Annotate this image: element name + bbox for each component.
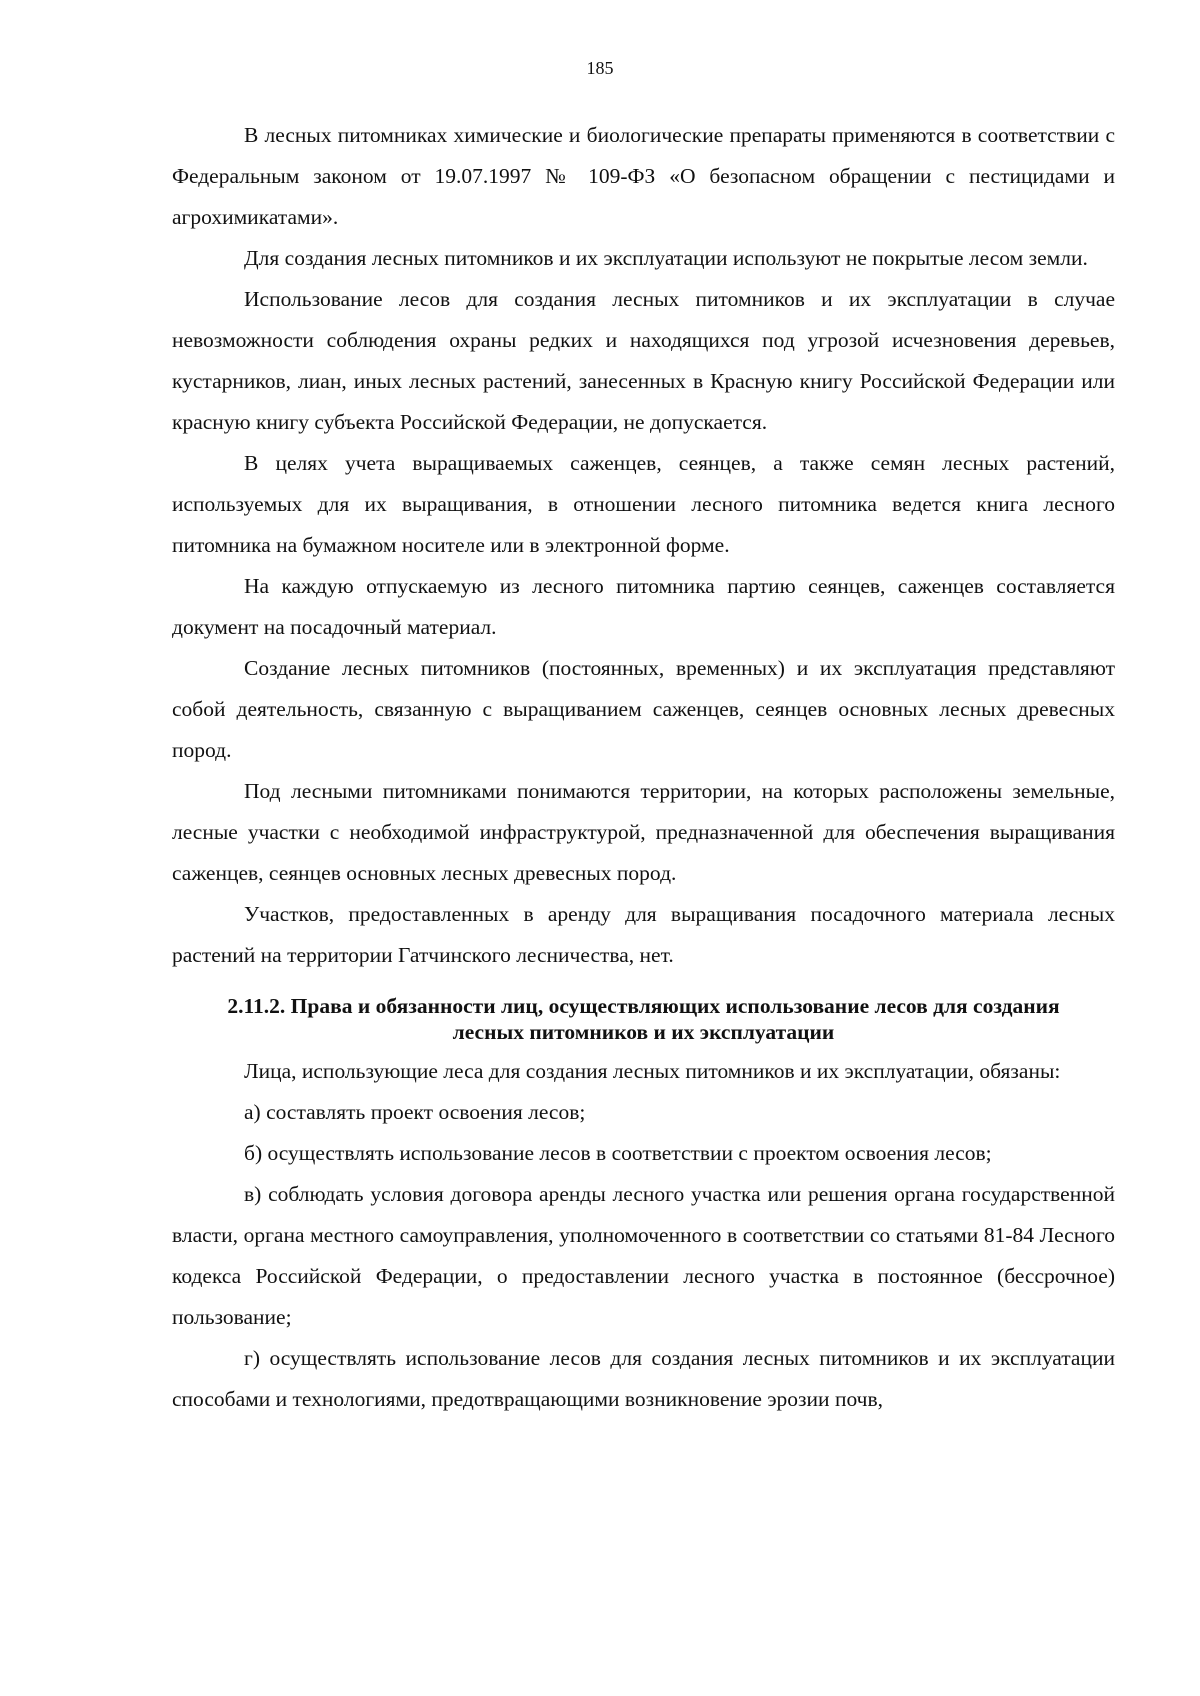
page-number: 185 — [586, 58, 614, 78]
document-body — [172, 115, 1115, 1420]
paragraph-leased-plots: Участков, предоставленных в аренду для выращивания посадочного материала лесных растений на территории Гатчинского лесничества, нет. — [172, 902, 1115, 967]
paragraph-red-book: Использование лесов для создания лесных питомников и их эксплуатации в случае невозможности соблюдения охраны редких и находящихся под угрозой исчезновения деревьев, кустарников, лиан, иных лесных растений, занесенных в Красную книгу Российской Федерации или красную книгу субъекта Российской Федерации, не допускается. — [172, 287, 1115, 434]
list-item-b: б) осуществлять использование лесов в соответствии с проектом освоения лесов; — [244, 1141, 992, 1165]
list-item-v: в) соблюдать условия договора аренды лесного участка или решения органа государственной власти, органа местного самоуправления, уполномоченного в соответствии со статьями 81-84 Лесного кодекса Российской Федерации, о предоставлении лесного участка в постоянное (бессрочное) пользование; — [172, 1182, 1115, 1329]
section-heading-line-1: 2.11.2. Права и обязанности лиц, осуществляющих использование лесов для создания — [227, 994, 1060, 1018]
paragraph-pesticides: В лесных питомниках химические и биологические препараты применяются в соответствии с Федеральным законом от 19.07.1997 № 109-ФЗ «О безопасном обращении с пестицидами и агрохимикатами». — [172, 123, 1115, 229]
list-item-g: г) осуществлять использование лесов для создания лесных питомников и их эксплуатации способами и технологиями, предотвращающими возникновение эрозии почв, — [172, 1346, 1115, 1411]
paragraph-obligations-intro: Лица, использующие леса для создания лесных питомников и их эксплуатации, обязаны: — [244, 1059, 1061, 1083]
list-item-a: а) составлять проект освоения лесов; — [244, 1100, 586, 1124]
paragraph-planting-document: На каждую отпускаемую из лесного питомника партию сеянцев, саженцев составляется документ на посадочный материал. — [172, 574, 1115, 639]
paragraph-activity-definition: Создание лесных питомников (постоянных, временных) и их эксплуатация представляют собой деятельность, связанную с выращиванием саженцев, сеянцев основных лесных древесных пород. — [172, 656, 1115, 762]
paragraph-nursery-book: В целях учета выращиваемых саженцев, сеянцев, а также семян лесных растений, используемых для их выращивания, в отношении лесного питомника ведется книга лесного питомника на бумажном носителе или в электронной форме. — [172, 451, 1115, 557]
paragraph-nursery-definition: Под лесными питомниками понимаются территории, на которых расположены земельные, лесные участки с необходимой инфраструктурой, предназначенной для обеспечения выращивания саженцев, сеянцев основных лесных древесных пород. — [172, 779, 1115, 885]
section-heading-line-2: лесных питомников и их эксплуатации — [452, 1020, 835, 1044]
section-heading — [172, 993, 1115, 1045]
paragraph-land-use: Для создания лесных питомников и их эксплуатации используют не покрытые лесом земли. — [244, 246, 1088, 270]
